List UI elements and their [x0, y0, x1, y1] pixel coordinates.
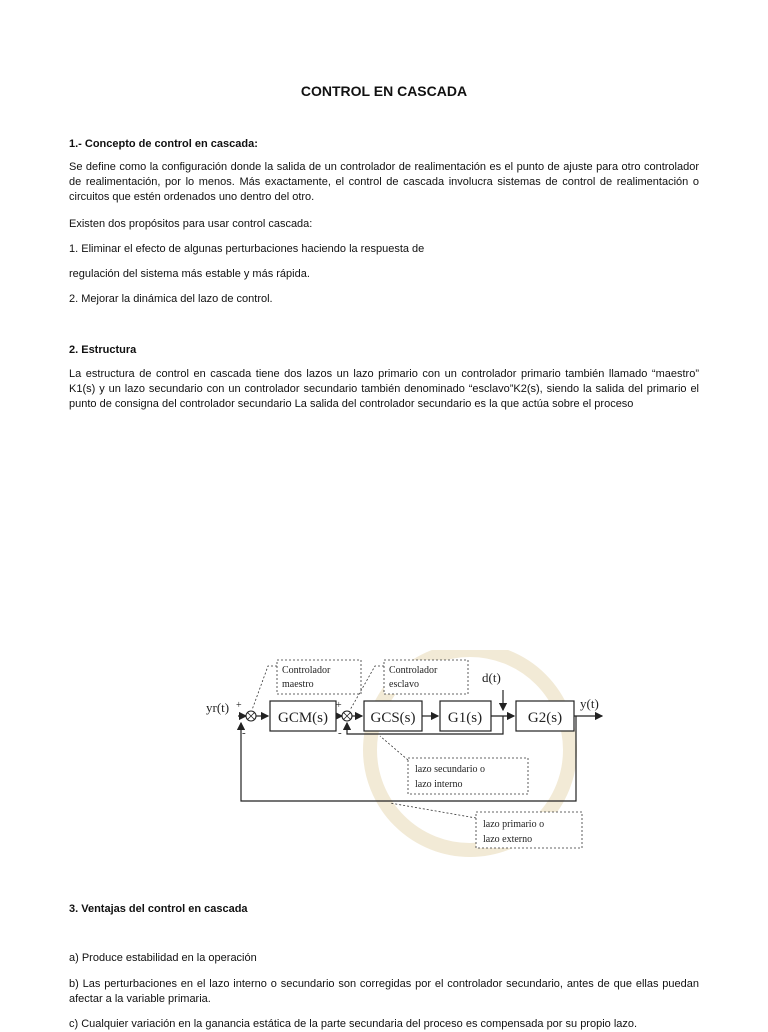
- svg-text:lazo interno: lazo interno: [415, 779, 463, 790]
- section-2-heading: 2. Estructura: [69, 344, 137, 356]
- block-g2: [516, 701, 574, 731]
- svg-text:GCM(s): GCM(s): [277, 710, 329, 726]
- section-1-paragraph-2: Existen dos propósitos para usar control cascada:: [69, 218, 313, 230]
- callout-inner-loop: [380, 736, 528, 794]
- block-g1: [440, 701, 491, 731]
- block-gcm: [270, 701, 336, 731]
- svg-text:G2(s): G2(s): [527, 710, 563, 726]
- block-gcs: [364, 701, 422, 731]
- svg-text:lazo secundario o: lazo secundario o: [415, 764, 485, 775]
- section-1-heading: 1.- Concepto de control en cascada:: [69, 138, 258, 150]
- outer-plus-sign: +: [236, 700, 242, 711]
- svg-text:Controlador: Controlador: [389, 665, 438, 676]
- svg-text:esclavo: esclavo: [389, 679, 419, 690]
- section-1-list-item-2: 2. Mejorar la dinámica del lazo de control.: [69, 293, 273, 305]
- cascade-block-diagram: [200, 650, 620, 860]
- svg-text:lazo primario o: lazo primario o: [483, 819, 545, 830]
- input-label: yr(t): [206, 700, 230, 715]
- advantage-c: c) Cualquier variación en la ganancia estática de la parte secundaria del proceso es compensada por su propio lazo.: [69, 1018, 638, 1030]
- outer-minus-sign: -: [242, 727, 246, 739]
- summing-junction-inner: [342, 711, 352, 721]
- svg-text:Controlador: Controlador: [282, 665, 331, 676]
- summing-junction-outer: [246, 711, 256, 721]
- advantage-a: a) Produce estabilidad en la operación: [69, 952, 257, 964]
- section-1-list-item-1-cont: regulación del sistema más estable y más rápida.: [69, 268, 310, 280]
- page-title: CONTROL EN CASCADA: [300, 83, 468, 99]
- section-1-list-item-1: 1. Eliminar el efecto de algunas perturbaciones haciendo la respuesta de: [69, 243, 425, 255]
- svg-text:lazo externo: lazo externo: [483, 834, 533, 845]
- section-1-paragraph-1: Se define como la configuración donde la salida de un controlador de realimentación es el punto de ajuste para otro controlador de realimentación, por lo menos. Más exactamente, el control de cascada involucra sistemas de control de realimentación o circuitos que estén ordenados uno dentro del otro.: [69, 161, 699, 203]
- inner-plus-sign: +: [336, 700, 342, 711]
- svg-text:maestro: maestro: [282, 679, 314, 690]
- svg-text:GCS(s): GCS(s): [370, 710, 416, 726]
- output-label: y(t): [580, 696, 599, 711]
- advantage-b: b) Las perturbaciones en el lazo interno o secundario son corregidas por el controlador secundario, antes de que ellas puedan afectar a la variable primaria.: [69, 978, 699, 1005]
- section-3-heading: 3. Ventajas del control en cascada: [69, 903, 248, 915]
- inner-minus-sign: -: [338, 727, 342, 739]
- svg-text:G1(s): G1(s): [447, 710, 483, 726]
- section-2-paragraph-1: La estructura de control en cascada tiene dos lazos un lazo primario con un controlador primario también llamado “maestro” K1(s) y un lazo secundario con un controlador secundario también denominado “esclavo”K2(s), siendo la salida del primario el punto de consigna del controlador secundario La salida del controlador secundario es la que actúa sobre el proceso: [69, 368, 699, 410]
- disturbance-label: d(t): [482, 670, 501, 685]
